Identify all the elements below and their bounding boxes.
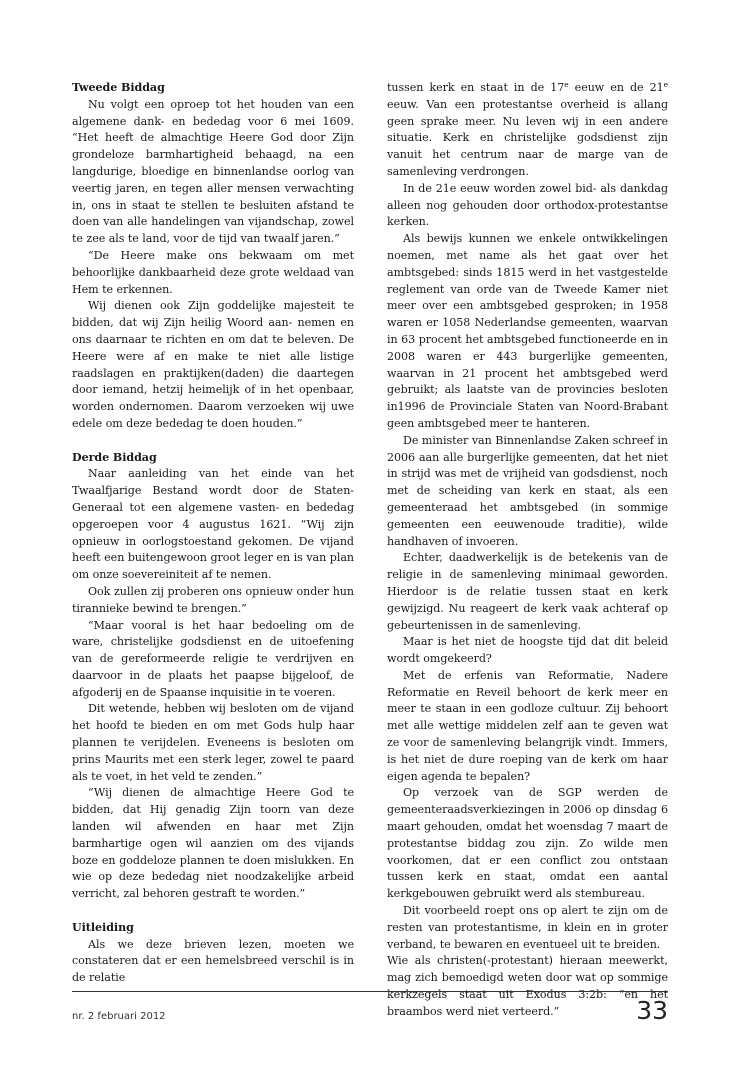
superscript: e [564,80,569,89]
paragraph: Echter, daadwerkelijk is de betekenis van de religie in de samenleving minimaal geworden. Hierdoor is de relatie tussen staat en kerk gewijzigd. Nu reageert de kerk vaak achteraf op gebeurtenissen in de samenleving. [387,551,668,632]
issue-label: nr. 2 februari 2012 [72,1011,166,1022]
page-number: 33 [636,996,668,1025]
paragraph: Dit voorbeeld roept ons op alert te zijn om de resten van protestantisme, in klein en in groter verband, te bewaren en eventueel uit te breiden. [387,904,668,951]
paragraph: “Maar vooral is het haar bedoeling om de ware, christelijke godsdienst en de uitoefening van de gereformeerde religie te verdrijven en daarvoor in de plaats het paapse bijgeloof, de afgoderij en de Spaanse inquisitie in te voeren. [72,618,354,699]
paragraph: “Wij dienen de almachtige Heere God te bidden, dat Hij genadig Zijn toorn van deze landen wil afwenden en haar met Zijn barmhartige ogen wil aanzien om des vijands boze en goddeloze plannen te doen mislukken. En wie op deze bededag niet noodzakelijke arbeid verricht, zal behoren gestraft te worden.” [72,786,354,901]
paragraph: De minister van Binnenlandse Zaken schreef in 2006 aan alle burgerlijke gemeenten, dat het niet in strijd was met de vrijheid van godsdienst, noch met de scheiding van kerk en staat, als een gemeenteraad het ambtsgebed (in sommige gemeenten een eeuwenoude traditie), wilde handhaven of invoeren. [387,433,668,548]
paragraph: Maar is het niet de hoogste tijd dat dit beleid wordt omgekeerd? [387,635,668,666]
right-column [387,80,668,1021]
paragraph: Op verzoek van de SGP werden de gemeenteraadsverkiezingen in 2006 op dinsdag 6 maart gehouden, omdat het woensdag 7 maart de protestantse biddag zou zijn. Zo wilde men voorkomen, dat er een conflict zou ontstaan tussen kerk en staat, omdat een aantal kerkgebouwen gebruikt werd als stembureau. [387,786,668,901]
paragraph: Als we deze brieven lezen, moeten we constateren dat er een hemelsbreed verschil is in de relatie [72,937,354,985]
text-run: tussen kerk en staat in de 17 [387,81,565,94]
paragraph: Naar aanleiding van het einde van het Twaalfjarige Bestand wordt door de Staten-Generaal tot een algemene vasten- en bededag opgeroepen voor 4 augustus 1621. “Wij zijn opnieuw in oorlogstoestand gekomen. De vijand heeft een buitengewoon groot leger en is van plan om onze soevereiniteit af te nemen. [72,467,354,582]
paragraph: In de 21e eeuw worden zowel bid- als dankdag alleen nog gehouden door orthodox-protestantse kerken. [387,181,668,229]
paragraph: Als bewijs kunnen we enkele ontwikkelingen noemen, met name als het gaat over het ambtsgebed: sinds 1815 werd in het vastgestelde reglement van orde van de Tweede Kamer niet meer over een ambtsgebed gesproken; in 1958 waren er 1058 Nederlandse gemeenten, waarvan in 63 procent het ambtsgebed functioneerde en in 2008 waren er 443 burgerlijke gemeenten, waarvan in 21 procent het ambtsgebed werd gebruikt; als laatste van de provincies besloten in1996 de Provinciale Staten van Noord-Brabant geen ambtsgebed meer te hanteren. [387,232,668,430]
paragraph [387,80,668,181]
heading-tweede-biddag: Tweede Biddag [72,81,165,94]
paragraph: Wij dienen ook Zijn goddelijke majesteit te bidden, dat wij Zijn heilig Woord aan- nemen en ons daarnaar te richten en om dat te beleven. De Heere were af en make te niet alle listige raadslagen en praktijken(daden) die daartegen door iemand, hetzij heimelijk of in het openbaar, worden ondernomen. Daarom verzoeken wij uwe edele om deze bededag te doen houden.” [72,299,354,430]
left-column [72,80,354,987]
text-run: eeuw en de 21 [568,81,664,94]
superscript: e [663,80,669,89]
paragraph: “De Heere make ons bekwaam om met behoorlijke dankbaarheid deze grote weldaad van Hem te erkennen. [72,248,354,296]
paragraph: Met de erfenis van Reformatie, Nadere Reformatie en Reveil behoort de kerk meer en meer te staan in een godloze cultuur. Zij behoort met alle wettige middelen zelf aan te geven wat ze voor de samenleving belangrijk vindt. Immers, is het niet de dure roeping van de kerk om haar eigen agenda te bepalen? [387,668,668,783]
paragraph: Wie als christen(-protestant) hieraan meewerkt, mag zich bemoedigd weten door wat op sommige kerkzegels staat uit Exodus 3:2b: “en het braambos werd niet verteerd.” [387,954,668,1018]
paragraph: Dit wetende, hebben wij besloten om de vijand het hoofd te bieden en om met Gods hulp haar plannen te verijdelen. Eveneens is besloten om prins Maurits met een sterk leger, zowel te paard als te voet, in het veld te zenden.” [72,702,354,783]
heading-derde-biddag: Derde Biddag [72,450,157,464]
paragraph: Nu volgt een oproep tot het houden van een algemene dank- en bededag voor 6 mei 1609. “Het heeft de almachtige Heere God door Zijn grondeloze barmhartigheid behaagd, na een langdurige, bloedige en binnenlandse oorlog van veertig jaren, en tegen aller mensen verwachting in, ons in staat te stellen te besluiten afstand te doen van alle handelingen van vijandschap, zowel te zee als te land, voor de tijd van twaalf jaren.” [72,97,354,246]
text-run: eeuw. Van een protestantse overheid is allang geen sprake meer. Nu leven wij in een andere situatie. Kerk en christelijke godsdienst zijn vanuit het centrum naar de marge van de samenleving verdrongen. [387,97,668,178]
paragraph: Ook zullen zij proberen ons opnieuw onder hun tirannieke bewind te brengen.” [72,584,354,615]
footer-divider [72,991,668,992]
heading-uitleiding: Uitleiding [72,920,134,934]
